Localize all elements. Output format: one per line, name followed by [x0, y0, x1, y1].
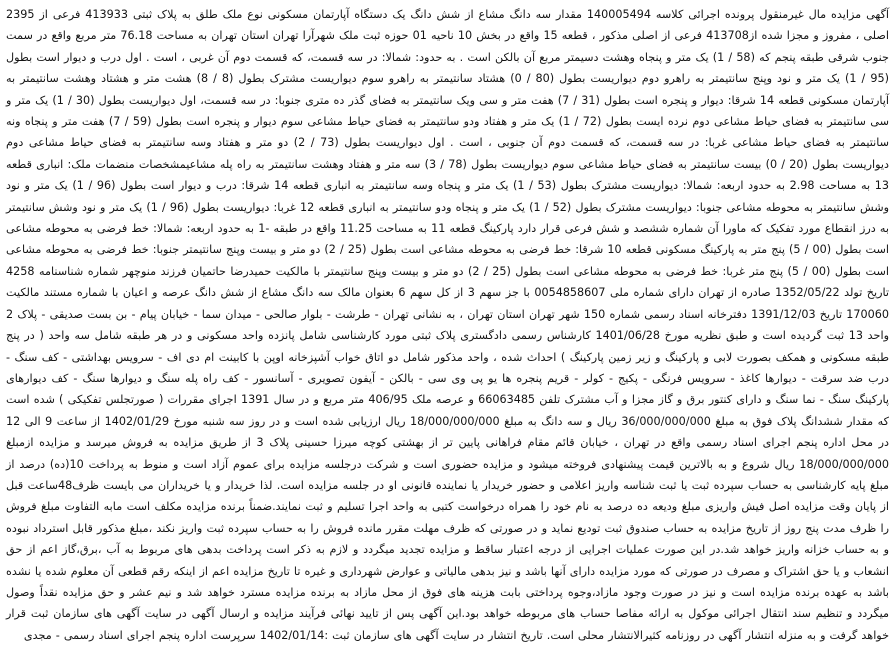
auction-notice-text: آگهی مزایده مال غیرمنقول پرونده اجرائی کلاسه 140005494 مقدار سه دانگ مشاع از شش دانگ یک دستگاه آپارتمان مسکونی نوع ملک طلق به پلاک ثبتی 413933 فرعی از 2395 اصلی ، مفروز و مجزا شده از413708 فرعی از اصلی مذکور ، قطعه 15 واقع در بخش 10 ناحیه 01 حوزه ثبت ملک شهرآرا تهران استان تهران به مساحت 76.18 متر مربع واقع در سمت جنوب شرقی طبقه پنجم که (58 / 1) یک متر و پنجاه وهشت دسیمتر مربع آن بالکن است . به حدود: شمالا: در سه قسمت، که قسمت دوم آن غربی ، است . اول درب و دیوار است بطول (95 / 1) یک متر و نود وپنج سانتیمتر به راهرو دوم دیواریست بطول (80 / 0) هشتاد سانتیمتر به راهرو سوم دیواریست مشترک بطول (8 / 8) هشت متر و هشتاد وهشت سانتیمتر به آپارتمان مسکونی قطعه 14 شرقا: دیوار و پنجره است بطول (31 / 7) هفت متر و سی ویک سانتیمتر به فضای گذر ده متری جنوبا: در سه قسمت، اول دیواریست بطول (30 / 1) یک متر و سی سانتیمتر به فضای حیاط مشاعی دوم نرده ایست بطول (72 / 1) یک متر و هفتاد ودو سانتیمتر به فضای حیاط مشاعی سوم دیوار و پنجره است بطول (59 / 7) هفت متر و پنجاه ونه سانتیمتر به فضای حیاط مشاعی غربا: در سه قسمت، که قسمت دوم آن جنوبی ، است . اول دیواریست بطول (73 / 2) دو متر و هفتاد وسه سانتیمتر به فضای حیاط مشاعی دوم دیواریست بطول (20 / 0) بیست سانتیمتر به فضای حیاط مشاعی سوم دیواریست بطول (78 / 3) سه متر و هفتاد وهشت سانتیمتر به راه پله مشاعیمشخصات منضمات ملک: انباری قطعه 13 به مساحت 2.98 به حدود اربعه: شمالا: دیواریست مشترک بطول (53 / 1) یک متر و پنجاه وسه سانتیمتر به انباری قطعه 14 شرقا: درب و دیوار است بطول (96 / 1) یک متر و نود وشش سانتیمتر به محوطه مشاعی جنوبا: دیواریست مشترک بطول (52 / 1) یک متر و پنجاه ودو سانتیمتر به انباری قطعه 12 غربا: دیواریست بطول (96 / 1) یک متر و نود وشش سانتیمتر به درز انقطاع مورد تفکیک که ماورا آن شماره ششصد و شش فرعی قرار دارد پارکینگ قطعه 11 به مساحت 11.25 واقع در طبقه -1 به حدود اربعه: شمالا: خط فرضی به محوطه مشاعی است بطول (00 / 5) پنج متر به پارکینگ مسکونی قطعه 10 شرقا: خط فرضی به محوطه مشاعی است بطول (25 / 2) دو متر و بیست وپنج سانتیمتر جنوبا: خط فرضی به محوطه مشاعی است بطول (00 / 5) پنج متر غربا: خط فرضی به محوطه مشاعی است بطول (25 / 2) دو متر و بیست وپنج سانتیمتر با مالکیت حمیدرضا حاتمیان فرزند منوچهر شماره شناسنامه 4258 تاریخ تولد 1352/05/22 صادره از تهران دارای شماره ملی 0054858607 با جز سهم 3 از کل سهم 6 بعنوان مالک سه دانگ مشاع از شش دانگ عرصه و اعیان با شماره مستند مالکیت 170060 تاریخ 1391/12/03 دفترخانه اسناد رسمی شماره 150 شهر تهران استان تهران ، به نشانی تهران - طرشت - بلوار صالحی - میدان سما - خیابان پیام - بن بست صدیقی - پلاک 2 واحد 13 ثبت گردیده است و طبق نظریه مورخ 1401/06/28 کارشناس رسمی دادگستری پلاک ثبتی مورد کارشناسی شامل پانزده واحد مسکونی و در هر طبقه شامل سه واحد ( در پنج طبقه مسکونی و همکف بصورت لابی و پارکینگ و زیر زمین پارکینگ ) احداث شده ، واحد مذکور شامل دو اتاق خواب آشپزخانه اوپن با کابینت ام دی اف - سرویس بهداشتی - کف سنگ - درب ضد سرقت - دیوارها کاغذ - سرویس فرنگی - پکیج - کولر - قریم پنجره ها یو پی وی سی - بالکن - آیفون تصویری - آسانسور - کف راه پله سنگ و دیوارها سنگ - کف دیوارهای پارکینگ سنگ - نما سنگ و دارای کنتور برق و گاز مجزا و آب مشترک تلفن 66063485 و عرصه ملک 406/95 متر مربع و در سال 1391 اجرای مقررات ( صورتجلس تفکیکی ) شده است که مقدار ششدانگ پلاک فوق به مبلغ 36/000/000/000 ریال و سه دانگ به مبلغ 18/000/000/000 ریال ارزیابی شده است و در روز سه شنبه مورخ 1402/01/29 از ساعت 9 الی 12 در محل اداره پنجم اجرای اسناد رسمی واقع در تهران ، خیابان قائم مقام فراهانی پایین تر از بهشتی کوچه میرزا حسینی پلاک 3 از طریق مزایده به فروش میرسد و مزایده ازمبلغ 18/000/000/000 ریال شروع و به بالاترین قیمت پیشنهادی فروخته میشود و مزایده حضوری است و شرکت درجلسه مزایده برای عموم آزاد است و منوط به پرداخت 10(ده) درصد از مبلغ پایه کارشناسی به حساب سپرده ثبت یا ثبت شناسه واریز اعلامی و حضور خریدار یا نماینده قانونی او در جلسه مزایده است. لذا خریدار و یا خریداران می بایست ظرف48ساعت قبل از پایان وقت مزایده اصل فیش واریزی مبلغ ودیعه ده درصد به نام خود را همراه درخواست کتبی به واحد اجرا تسلیم و ثبت نمایند.ضمناً برنده مزایده مکلف است مابه التفاوت مبلغ فروش را ظرف مدت پنج روز از تاریخ مزایده به حساب صندوق ثبت تودیع نماید و در صورتی که ظرف مهلت مقرر مانده فروش را به حساب سپرده ثبت واریز نکند ،مبلغ مذکور قابل استرداد نبوده و به حساب خزانه واریز خواهد شد.در این صورت عملیات اجرایی از درجه اعتبار ساقط و مزایده تجدید میگردد و لازم به ذکر است پرداخت بدهی های مربوط به آب ،برق،گاز اعم از حق انشعاب و یا حق اشتراک و مصرف در صورتی که مورد مزایده دارای آنها باشد و نیز بدهی مالیاتی و عوارض شهرداری و غیره تا تاریخ مزایده اعم از اینکه رقم قطعی آن معلوم شده یا نشده باشد به عهده برنده مزایده است و نیز در صورت وجود مازاد،وجوه پرداختی بابت هزینه های فوق از محل مازاد به برنده مزایده مسترد خواهد شد و نیم عشر و حق مزایده نقداً وصول میگردد و تنظیم سند انتقال اجرائی موکول به ارائه مفاصا حساب های مربوطه خواهد بود.این آگهی پس از تایید نهائی فرآیند مزایده و ارسال آگهی در سایت آگهی های سازمان ثبت قرار خواهد گرفت و به منزله انتشار آگهی در روزنامه کثیرالانتشار محلی است. تاریخ انتشار در سایت آگهی های سازمان ثبت :1402/01/14 سرپرست اداره پنجم اجرای اسناد رسمی - مجدی — [6, 8, 890, 642]
